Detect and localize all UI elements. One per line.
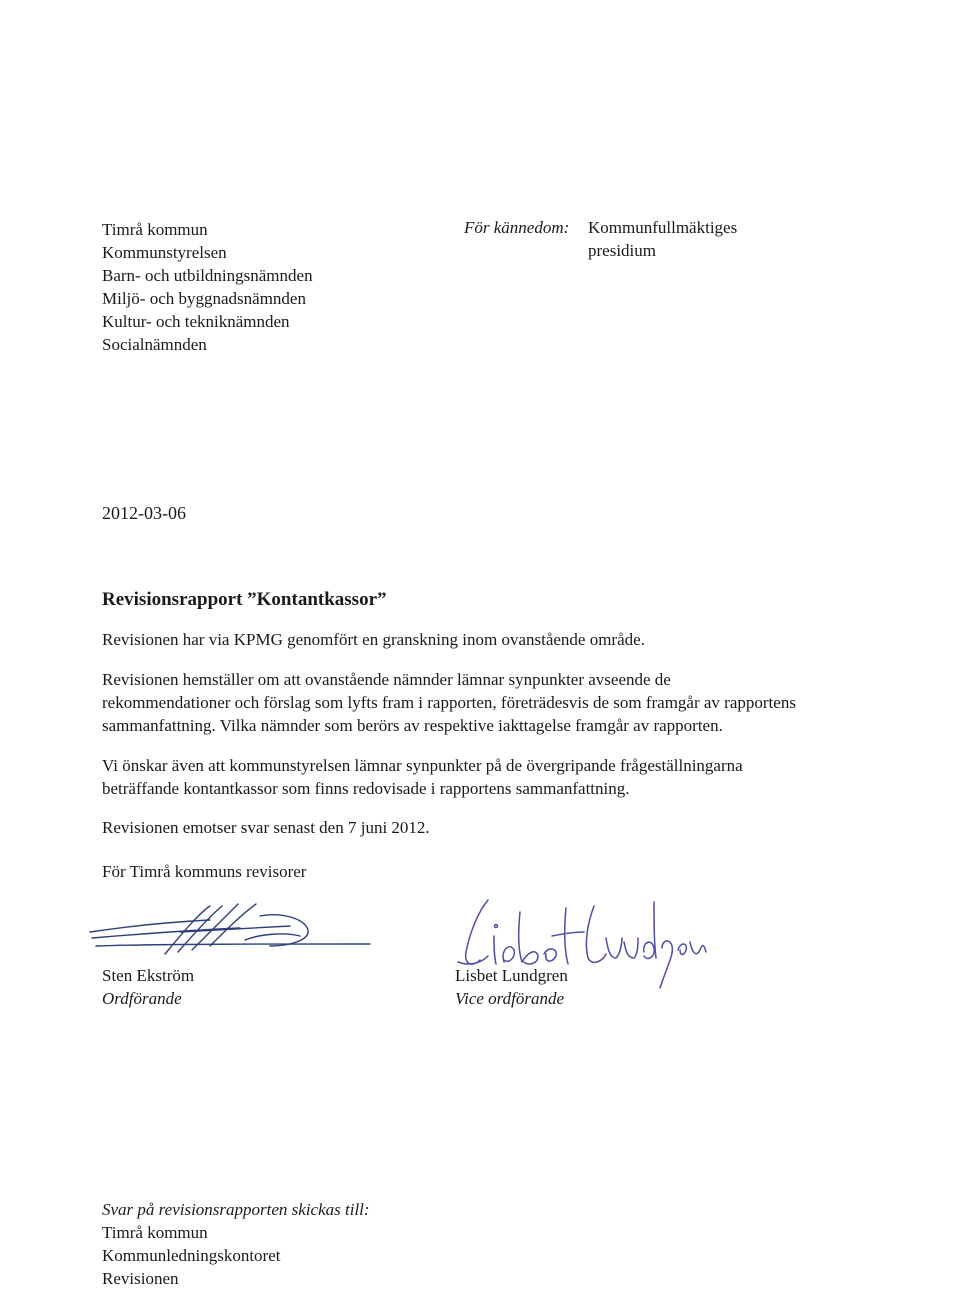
signature-sten-ekstrom [60,896,380,966]
body-paragraph-3 [102,754,792,800]
signatory-role: Vice ordförande [455,989,565,1008]
paragraph-line: sammanfattning. Vilka nämnder som berörs av respektive iakttagelse framgår av rapporten. [102,716,723,735]
recipient-line: Kommunstyrelsen [102,243,227,262]
reply-address [102,1198,370,1290]
reply-line: Revisionen [102,1269,179,1288]
paragraph-line: Revisionen hemställer om att ovanstående nämnder lämnar synpunkter avseende de [102,670,671,689]
reply-label: Svar på revisionsrapporten skickas till: [102,1200,370,1219]
cc-line: presidium [588,241,656,260]
paragraph-line: rekommendationer och förslag som lyfts fram i rapporten, företrädesvis de som framgår av rapportens [102,693,796,712]
signatory-2 [455,964,568,1010]
signatory-name: Lisbet Lundgren [455,966,568,985]
signatory-1 [102,964,194,1010]
paragraph-line: beträffande kontantkassor som finns redovisade i rapportens sammanfattning. [102,779,630,798]
document-title: Revisionsrapport ”Kontantkassor” [102,589,387,610]
body-paragraph-2 [102,668,832,737]
signatory-name: Sten Ekström [102,966,195,985]
cc-recipient [588,216,737,262]
recipient-line: Barn- och utbildningsnämnden [102,266,313,285]
cc-label: För kännedom: [464,218,570,237]
recipient-line: Miljö- och byggnadsnämnden [102,289,306,308]
document-date: 2012-03-06 [102,503,186,523]
recipient-list [102,218,313,356]
reply-line: Kommunledningskontoret [102,1246,281,1265]
body-paragraph-4: Revisionen emotser svar senast den 7 juni 2012. [102,818,430,837]
cc-line: Kommunfullmäktiges [588,218,738,237]
closing-line: För Timrå kommuns revisorer [102,862,307,881]
recipient-line: Timrå kommun [102,220,208,239]
reply-line: Timrå kommun [102,1223,208,1242]
body-paragraph-1: Revisionen har via KPMG genomfört en granskning inom ovanstående område. [102,630,645,649]
signatory-role: Ordförande [102,989,182,1008]
recipient-line: Socialnämnden [102,335,207,354]
recipient-line: Kultur- och tekniknämnden [102,312,290,331]
paragraph-line: Vi önskar även att kommunstyrelsen lämnar synpunkter på de övergripande frågeställningarna [102,756,743,775]
